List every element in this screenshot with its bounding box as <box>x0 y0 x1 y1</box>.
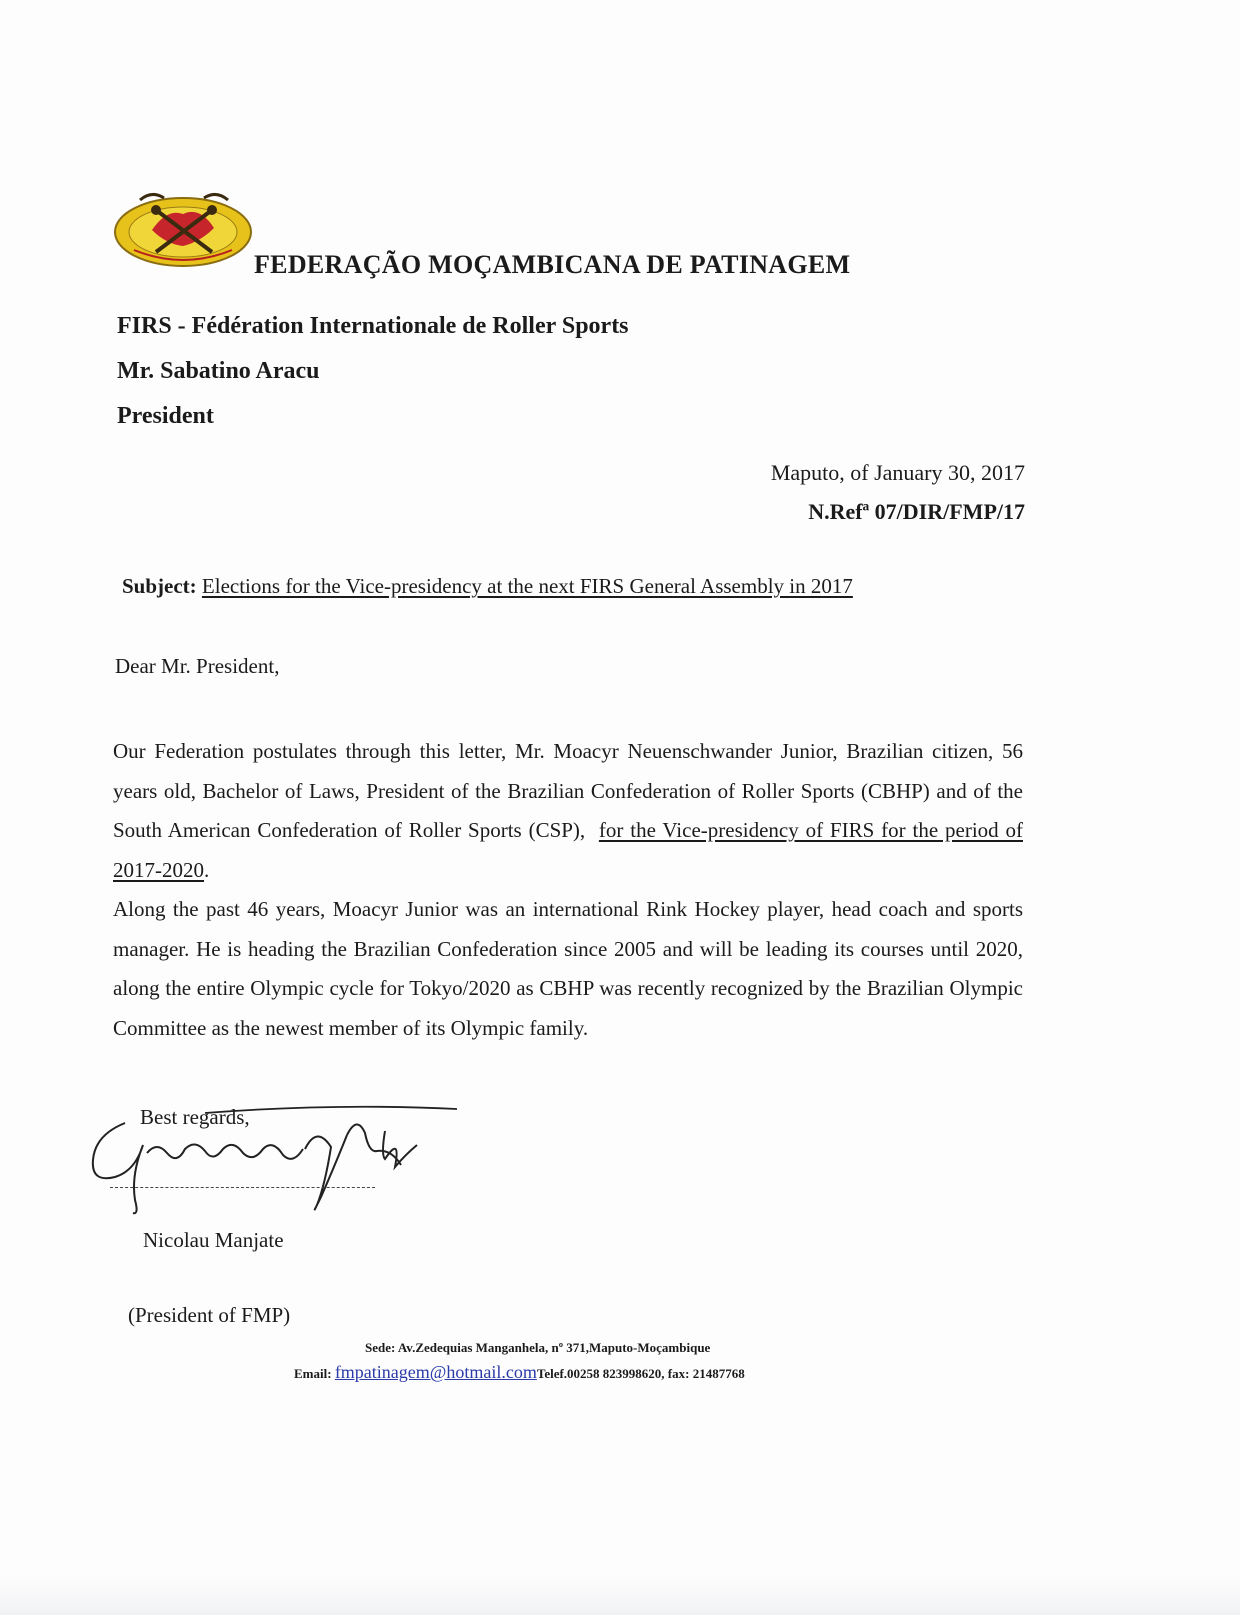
footer-email-label: Email: <box>294 1366 332 1381</box>
letter-date: Maputo, of January 30, 2017 <box>770 460 1025 485</box>
body-paragraph-1 <box>113 732 1023 890</box>
recipient-organization: FIRS - Fédération Internationale de Roller Sports <box>117 313 629 339</box>
footer-email-link[interactable]: fmpatinagem@hotmail.com <box>334 1362 537 1382</box>
footer-address: Sede: Av.Zedequias Manganhela, nº 371,Maputo-Moçambique <box>365 1340 711 1355</box>
footer-contact <box>294 1362 745 1383</box>
body-paragraph-2: Along the past 46 years, Moacyr Junior was an international Rink Hockey player, head coach and sports manager. He is heading the Brazilian Confederation since 2005 and will be leading its courses until 2020, along the entire Olympic cycle for Tokyo/2020 as CBHP was recently recognized by the Brazilian Olympic Committee as the newest member of its Olympic family. <box>113 897 1023 1040</box>
recipient-name: Mr. Sabatino Aracu <box>117 358 320 384</box>
salutation: Dear Mr. President, <box>115 654 280 678</box>
scan-edge-shading <box>0 1575 1240 1615</box>
subject-line <box>122 574 853 599</box>
signature-line <box>110 1187 375 1188</box>
signer-role: (President of FMP) <box>128 1303 291 1327</box>
handwritten-signature <box>85 1105 485 1215</box>
signer-name: Nicolau Manjate <box>143 1228 284 1252</box>
reference-number: N.Refª 07/DIR/FMP/17 <box>808 499 1025 524</box>
closing-regards: Best regards, <box>140 1105 250 1129</box>
footer-phone-fax: Telef.00258 823998620, fax: 21487768 <box>536 1366 745 1381</box>
subject-label: Subject: <box>122 574 197 598</box>
recipient-title: President <box>117 403 214 429</box>
body-paragraph-1-end: . <box>204 857 210 882</box>
body-paragraph-1-start: Our Federation postulates through this letter, Mr. Moacyr Neuenschwander Junior, Brazilian citizen, 56 years old, Bachelor of Laws, President of the Brazilian Confederation of Roller Sports (CBHP) and of the South American Confederation of Roller Sports (CSP), <box>113 739 1023 842</box>
letterhead-organization: FEDERAÇÃO MOÇAMBICANA DE PATINAGEM <box>254 250 851 279</box>
subject-text: Elections for the Vice-presidency at the next FIRS General Assembly in 2017 <box>201 574 853 598</box>
letter-body <box>113 732 1023 1048</box>
body-paragraph-1-underlined: for the Vice-presidency of FIRS for the period of 2017-2020 <box>113 818 1023 882</box>
federation-logo-emblem <box>112 186 254 270</box>
